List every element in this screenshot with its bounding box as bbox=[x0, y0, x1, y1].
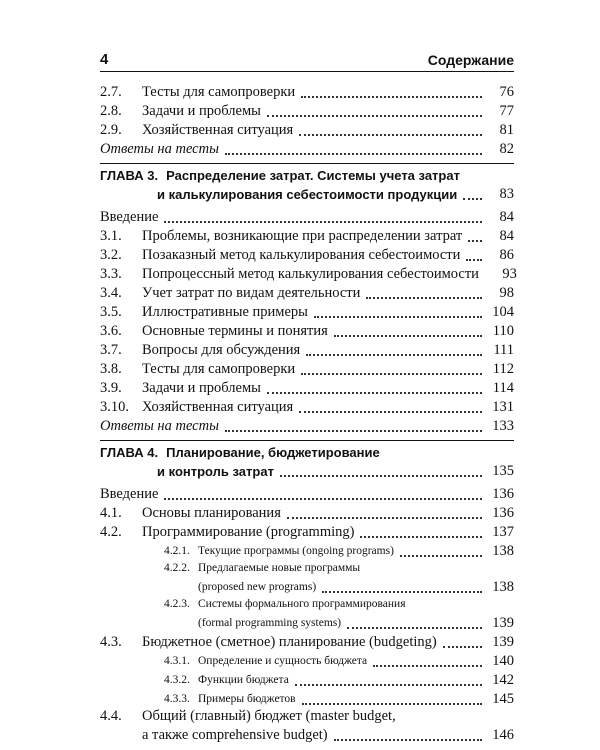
entry-page: 76 bbox=[499, 84, 514, 100]
entry-title: Позаказный метод калькулирования себестоимости bbox=[142, 247, 461, 263]
entry-number: 3.8. bbox=[100, 361, 122, 377]
entry-page: 84 bbox=[499, 209, 514, 225]
dot-leader bbox=[322, 591, 482, 593]
toc-entry-3-10[interactable] bbox=[100, 398, 514, 417]
entry-title: Учет затрат по видам деятельности bbox=[142, 285, 361, 301]
dot-leader bbox=[267, 115, 482, 117]
entry-title: Введение bbox=[100, 209, 159, 225]
chapter-page: 83 bbox=[499, 186, 514, 202]
entry-title: Ответы на тесты bbox=[100, 418, 219, 434]
entry-title-line2: а также comprehensive budget) bbox=[142, 727, 328, 743]
toc-entry-ch3-intro[interactable] bbox=[100, 208, 514, 227]
chapter-page: 135 bbox=[492, 463, 514, 479]
entry-page: 138 bbox=[492, 579, 514, 595]
entry-number: 4.2.2. bbox=[164, 562, 190, 574]
dot-leader bbox=[400, 555, 482, 557]
entry-number: 4.3. bbox=[100, 634, 122, 650]
entry-title-line1: Системы формального программирования bbox=[198, 598, 406, 610]
entry-page: 86 bbox=[499, 247, 514, 263]
entry-title: Задачи и проблемы bbox=[142, 380, 261, 396]
entry-page: 93 bbox=[502, 266, 517, 282]
entry-title: Ответы на тесты bbox=[100, 141, 219, 157]
dot-leader bbox=[299, 411, 482, 413]
entry-number: 3.4. bbox=[100, 285, 122, 301]
entry-number: 2.7. bbox=[100, 84, 122, 100]
toc-entry-4-3[interactable] bbox=[100, 633, 514, 652]
entry-page: 112 bbox=[492, 361, 514, 377]
entry-title: Введение bbox=[100, 486, 159, 502]
toc-entry-4-4[interactable] bbox=[100, 709, 514, 726]
entry-number: 4.3.2. bbox=[164, 674, 190, 686]
dot-leader bbox=[164, 221, 482, 223]
dot-leader bbox=[301, 373, 482, 375]
running-head bbox=[100, 44, 514, 68]
entry-title: Определение и сущность бюджета bbox=[198, 655, 368, 667]
entry-title: Вопросы для обсуждения bbox=[142, 342, 301, 358]
entry-page: 82 bbox=[499, 141, 514, 157]
entry-title: Попроцессный метод калькулирования себестоимости bbox=[142, 266, 479, 282]
entry-number: 3.3. bbox=[100, 266, 122, 282]
toc-entry-ch4-intro[interactable] bbox=[100, 485, 514, 504]
chapter-3-heading[interactable] bbox=[100, 166, 514, 185]
entry-title: Функции бюджета bbox=[198, 674, 289, 686]
entry-number: 3.10. bbox=[100, 399, 129, 415]
entry-number: 3.1. bbox=[100, 228, 122, 244]
toc-entry-3-1[interactable] bbox=[100, 227, 514, 246]
chapter-divider bbox=[100, 163, 514, 164]
entry-title-line1: Общий (главный) бюджет (master budget, bbox=[142, 708, 396, 724]
toc-entry-2-8[interactable] bbox=[100, 102, 514, 121]
chapter-number: ГЛАВА 4. bbox=[100, 445, 159, 460]
toc-entry-3-4[interactable] bbox=[100, 284, 514, 303]
entry-page: 111 bbox=[493, 342, 514, 358]
toc-entry-3-2[interactable] bbox=[100, 246, 514, 265]
entry-number: 2.8. bbox=[100, 103, 122, 119]
entry-number: 4.2.1. bbox=[164, 545, 190, 557]
entry-title: Бюджетное (сметное) планирование (budgeting) bbox=[142, 634, 437, 650]
entry-title-line2: (formal programming systems) bbox=[198, 617, 342, 629]
dot-leader bbox=[280, 475, 482, 477]
toc-entry-4-1[interactable] bbox=[100, 504, 514, 523]
entry-number: 3.2. bbox=[100, 247, 122, 263]
entry-page: 110 bbox=[492, 323, 514, 339]
dot-leader bbox=[267, 392, 482, 394]
entry-number: 4.4. bbox=[100, 708, 122, 724]
entry-number: 3.7. bbox=[100, 342, 122, 358]
chapter-title-line2: и контроль затрат bbox=[157, 464, 274, 479]
dot-leader bbox=[301, 96, 482, 98]
entry-title: Текущие программы (ongoing programs) bbox=[198, 545, 394, 557]
entry-page: 142 bbox=[492, 672, 514, 688]
entry-number: 3.9. bbox=[100, 380, 122, 396]
chapter-4-heading-line2[interactable] bbox=[100, 462, 514, 481]
entry-title: Тесты для самопроверки bbox=[142, 361, 296, 377]
dot-leader bbox=[463, 198, 482, 200]
toc-entry-4-2-2[interactable] bbox=[100, 561, 514, 578]
entry-number: 4.1. bbox=[100, 505, 122, 521]
toc-entry-4-2-3-line2[interactable] bbox=[100, 614, 514, 633]
toc-entry-3-6[interactable] bbox=[100, 322, 514, 341]
entry-page: 139 bbox=[492, 634, 514, 650]
dot-leader bbox=[466, 259, 482, 261]
entry-page: 136 bbox=[492, 505, 514, 521]
dot-leader bbox=[295, 684, 482, 686]
page-number: 4 bbox=[100, 51, 109, 68]
entry-number: 4.2. bbox=[100, 524, 122, 540]
entry-page: 138 bbox=[492, 543, 514, 559]
toc-entry-3-5[interactable] bbox=[100, 303, 514, 322]
chapter-title-line1: Планирование, бюджетирование bbox=[166, 445, 380, 460]
chapter-4-heading[interactable] bbox=[100, 443, 514, 462]
dot-leader bbox=[225, 430, 482, 432]
entry-page: 131 bbox=[492, 399, 514, 415]
dot-leader bbox=[164, 498, 482, 500]
dot-leader bbox=[306, 354, 482, 356]
entry-page: 77 bbox=[499, 103, 514, 119]
entry-title: Основы планирования bbox=[142, 505, 281, 521]
entry-page: 145 bbox=[492, 691, 514, 707]
dot-leader bbox=[360, 536, 482, 538]
header-rule bbox=[100, 71, 514, 72]
entry-page: 133 bbox=[492, 418, 514, 434]
dot-leader bbox=[302, 703, 482, 705]
toc-entry-ch2-answers[interactable] bbox=[100, 140, 514, 159]
dot-leader bbox=[299, 134, 482, 136]
entry-title: Тесты для самопроверки bbox=[142, 84, 296, 100]
entry-number: 2.9. bbox=[100, 122, 122, 138]
entry-page: 98 bbox=[499, 285, 514, 301]
dot-leader bbox=[443, 646, 482, 648]
dot-leader bbox=[366, 297, 482, 299]
toc-entry-3-8[interactable] bbox=[100, 360, 514, 379]
entry-title: Задачи и проблемы bbox=[142, 103, 261, 119]
toc-entry-3-3[interactable] bbox=[100, 265, 517, 284]
entry-title: Иллюстративные примеры bbox=[142, 304, 308, 320]
entry-number: 4.3.1. bbox=[164, 655, 190, 667]
toc-entry-ch3-answers[interactable] bbox=[100, 417, 514, 436]
entry-page: 139 bbox=[492, 615, 514, 631]
toc-entry-2-7[interactable] bbox=[100, 83, 514, 102]
toc-entry-3-7[interactable] bbox=[100, 341, 514, 360]
entry-page: 114 bbox=[492, 380, 514, 396]
entry-page: 84 bbox=[499, 228, 514, 244]
entry-page: 136 bbox=[492, 486, 514, 502]
entry-number: 3.5. bbox=[100, 304, 122, 320]
chapter-divider bbox=[100, 440, 514, 441]
chapter-title-line2: и калькулирования себестоимости продукции bbox=[157, 187, 458, 202]
dot-leader bbox=[287, 517, 482, 519]
dot-leader bbox=[334, 739, 482, 741]
entry-title-line2: (proposed new programs) bbox=[198, 581, 317, 593]
entry-title: Основные термины и понятия bbox=[142, 323, 328, 339]
entry-page: 137 bbox=[492, 524, 514, 540]
entry-page: 81 bbox=[499, 122, 514, 138]
entry-page: 104 bbox=[492, 304, 514, 320]
entry-title-line1: Предлагаемые новые программы bbox=[198, 562, 361, 574]
entry-title: Проблемы, возникающие при распределении затрат bbox=[142, 228, 463, 244]
toc-entry-4-3-2[interactable] bbox=[100, 671, 514, 690]
running-title: Содержание bbox=[427, 52, 514, 68]
entry-number: 3.6. bbox=[100, 323, 122, 339]
dot-leader bbox=[347, 627, 482, 629]
dot-leader bbox=[334, 335, 482, 337]
toc-entry-4-3-1[interactable] bbox=[100, 652, 514, 671]
chapter-title-line1: Распределение затрат. Системы учета затрат bbox=[166, 168, 460, 183]
entry-title: Хозяйственная ситуация bbox=[142, 122, 294, 138]
toc-entry-4-2[interactable] bbox=[100, 523, 514, 542]
dot-leader bbox=[225, 153, 482, 155]
entry-page: 140 bbox=[492, 653, 514, 669]
table-of-contents bbox=[100, 83, 517, 745]
entry-title: Хозяйственная ситуация bbox=[142, 399, 294, 415]
entry-number: 4.3.3. bbox=[164, 693, 190, 705]
chapter-number: ГЛАВА 3. bbox=[100, 168, 159, 183]
dot-leader bbox=[373, 665, 482, 667]
toc-entry-3-9[interactable] bbox=[100, 379, 514, 398]
entry-page: 146 bbox=[492, 727, 514, 743]
chapter-3-heading-line2[interactable] bbox=[100, 185, 514, 204]
entry-title: Примеры бюджетов bbox=[198, 693, 296, 705]
dot-leader bbox=[314, 316, 482, 318]
entry-title: Программирование (programming) bbox=[142, 524, 355, 540]
dot-leader bbox=[468, 240, 482, 242]
toc-entry-4-2-3[interactable] bbox=[100, 597, 514, 614]
toc-entry-4-4-line2[interactable] bbox=[100, 726, 514, 745]
entry-number: 4.2.3. bbox=[164, 598, 190, 610]
toc-entry-2-9[interactable] bbox=[100, 121, 514, 140]
